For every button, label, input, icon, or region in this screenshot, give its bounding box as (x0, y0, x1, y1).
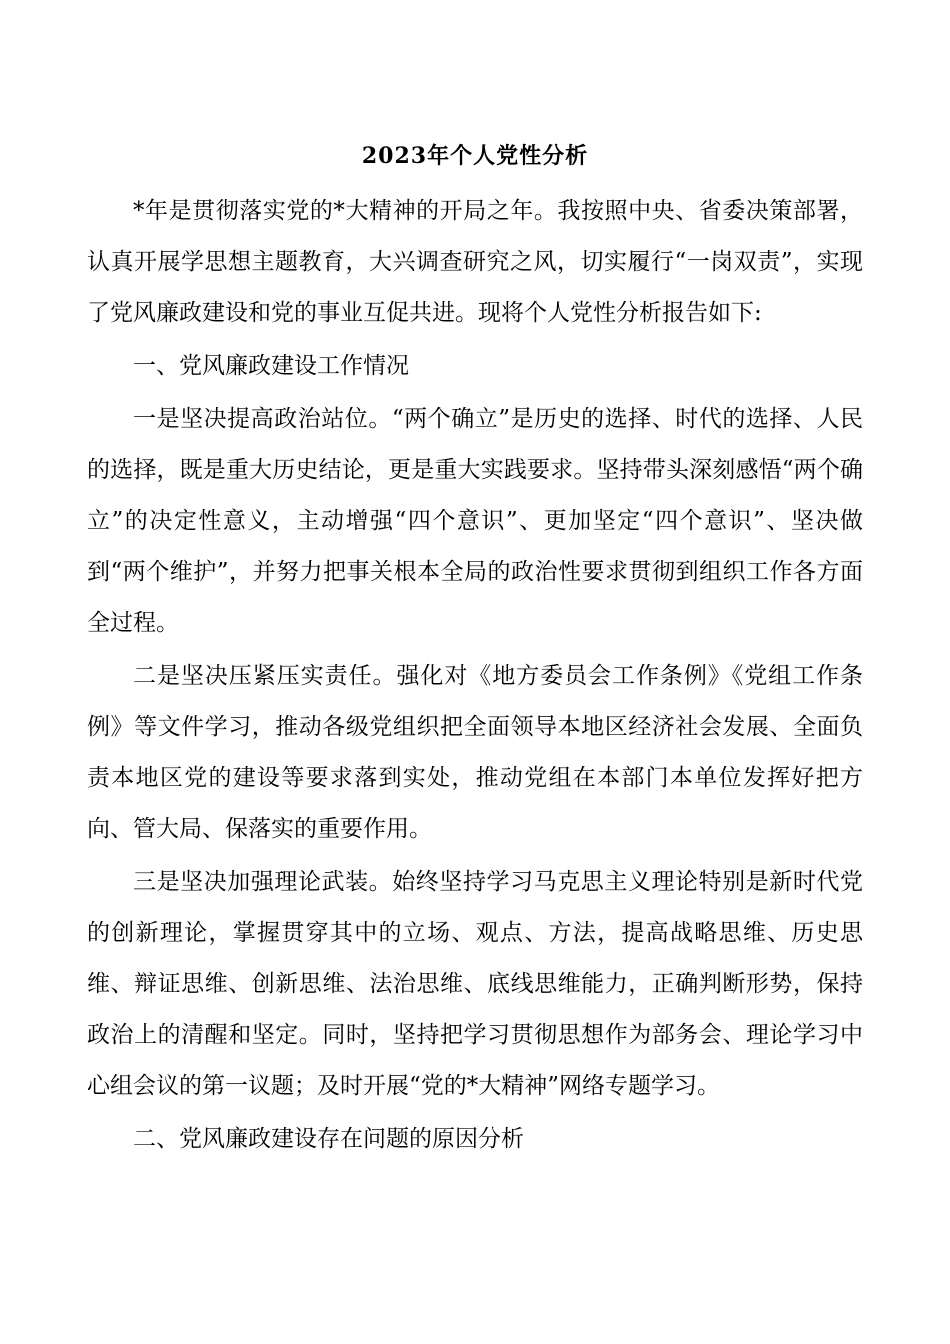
paragraph-political-stance: 一是坚决提高政治站位。“两个确立”是历史的选择、时代的选择、人民的选择，既是重大历史结论，更是重大实践要求。坚持带头深刻感悟“两个确立”的决定性意义，主动增强“四个意识”、更加坚定“四个意识”、坚决做到“两个维护”，并努力把事关根本全局的政治性要求贯彻到组织工作各方面全过程。 (87, 406, 863, 636)
paragraph-responsibility: 二是坚决压紧压实责任。强化对《地方委员会工作条例》《党组工作条例》等文件学习，推动各级党组织把全面领导本地区经济社会发展、全面负责本地区党的建设等要求落到实处，推动党组在本部门本单位发挥好把方向、管大局、保落实的重要作用。 (87, 663, 863, 842)
section-heading-2: 二、党风廉政建设存在问题的原因分析 (133, 1126, 524, 1152)
intro-paragraph: *年是贯彻落实党的*大精神的开局之年。我按照中央、省委决策部署，认真开展学思想主题教育，大兴调查研究之风，切实履行“一岗双责”，实现了党风廉政建设和党的事业互促共进。现将个人党性分析报告如下: (87, 198, 863, 326)
document-body (87, 186, 863, 1167)
section-heading-1: 一、党风廉政建设工作情况 (133, 353, 409, 379)
paragraph-theory: 三是坚决加强理论武装。始终坚持学习马克思主义理论特别是新时代党的创新理论，掌握贯穿其中的立场、观点、方法，提高战略思维、历史思维、辩证思维、创新思维、法治思维、底线思维能力，正确判断形势，保持政治上的清醒和坚定。同时，坚持把学习贯彻思想作为部务会、理论学习中心组会议的第一议题；及时开展“党的*大精神”网络专题学习。 (87, 869, 863, 1099)
document-title: 2023年个人党性分析 (361, 143, 589, 169)
